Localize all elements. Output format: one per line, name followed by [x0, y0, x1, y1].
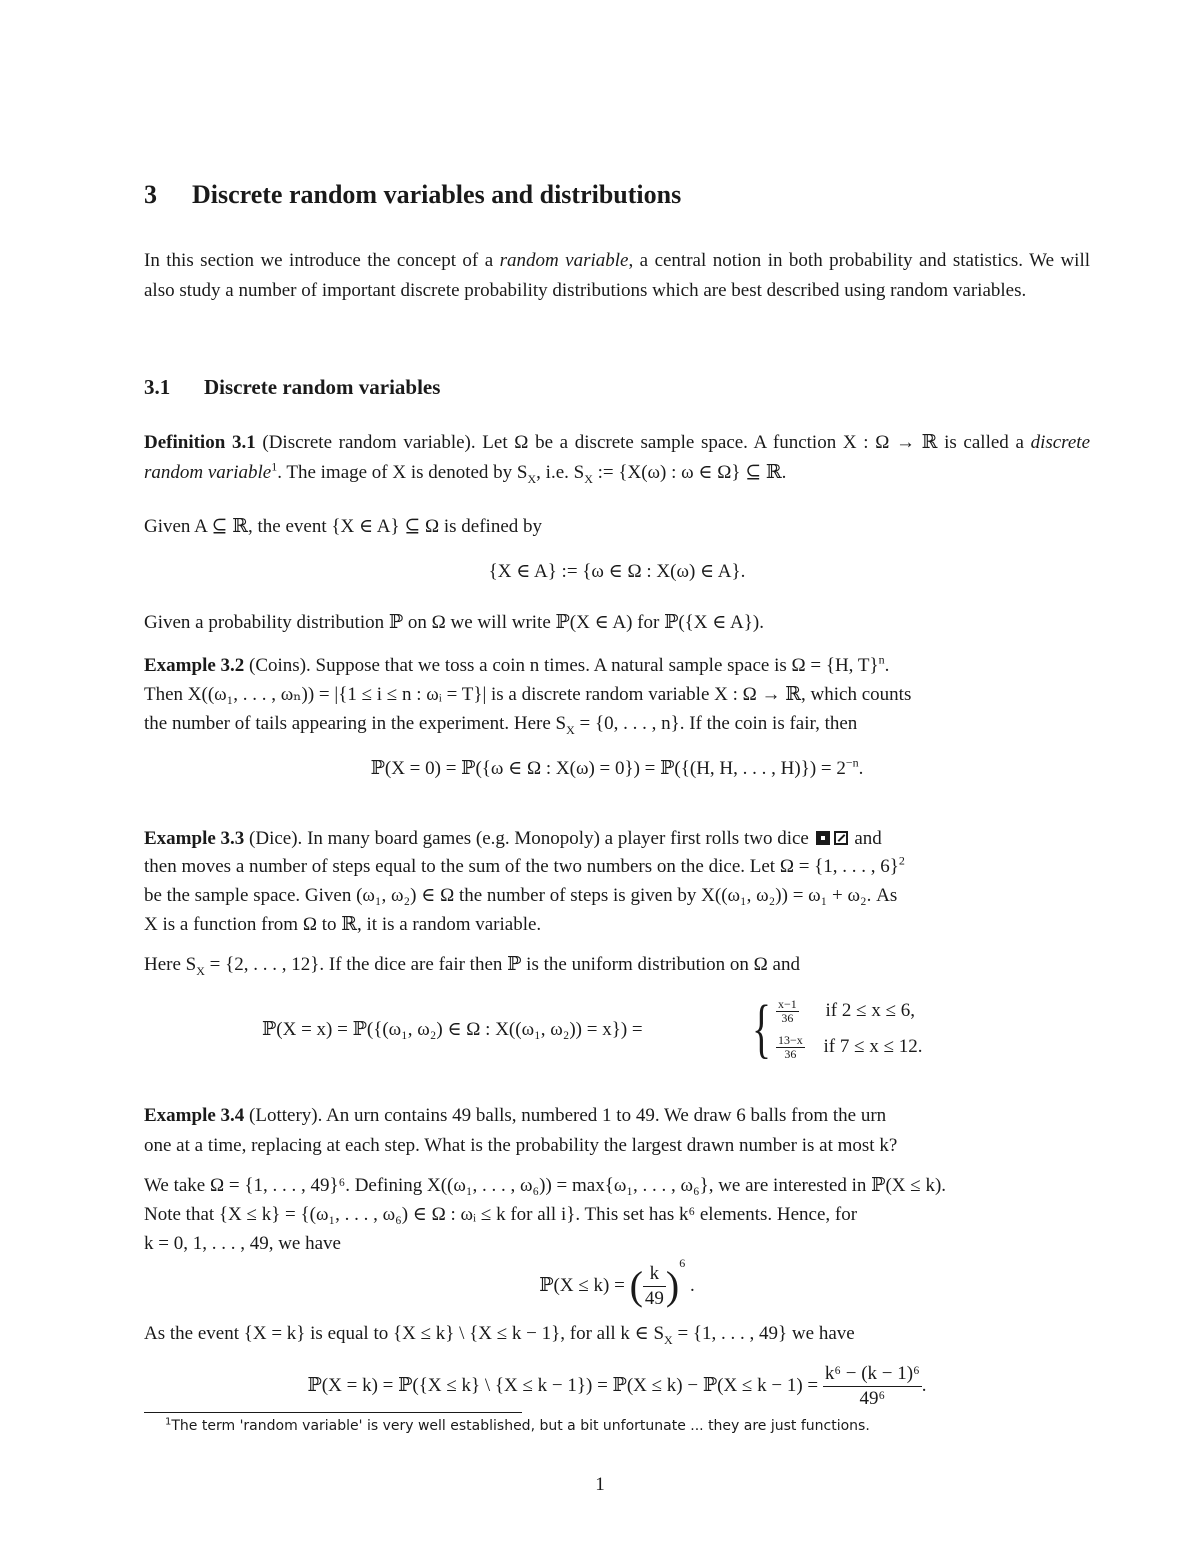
definition-3-1	[144, 428, 1090, 494]
example-3-4-line-2: one at a time, replacing at each step. What is the probability the largest drawn number is at most k?	[144, 1135, 898, 1156]
pmf-den: 49⁶	[859, 1388, 886, 1409]
example-3-4-text-6b: = {1, . . . , 49} we have	[672, 1323, 855, 1344]
right-paren: )	[665, 1263, 680, 1308]
coin-formula: ℙ(X = 0) = ℙ({ω ∈ Ω : X(ω) = 0}) = ℙ({(H, H, . . . , H)}) = 2	[370, 758, 846, 779]
pmf-fraction	[823, 1362, 922, 1411]
example-3-2-text-3b: = {0, . . . , n}. If the coin is fair, then	[574, 713, 858, 734]
case-row-1	[776, 998, 915, 1025]
cdf-end: .	[689, 1275, 695, 1296]
footnote-text: The term 'random variable' is very well established, but a bit unfortunate ... they are just functions.	[171, 1418, 870, 1434]
case-1-condition: if 2 ≤ x ≤ 6,	[825, 999, 915, 1021]
example-3-3-sup: 2	[898, 853, 905, 868]
example-3-4-line-6	[144, 1319, 1090, 1355]
example-3-3-text-5b: = {2, . . . , 12}. If the dice are fair then ℙ is the uniform distribution on Ω and	[204, 954, 800, 975]
subscript-x: X	[527, 471, 537, 486]
subscript-x: X	[664, 1332, 673, 1347]
die-face-icon	[834, 831, 848, 845]
section-title: Discrete random variables and distributions	[192, 180, 682, 209]
case-row-2	[776, 1034, 923, 1061]
example-3-3-name: (Dice).	[249, 828, 303, 849]
footnote-mark: 1	[165, 1416, 172, 1428]
example-3-2-line-2: Then X((ω₁, . . . , ωₙ)) = |{1 ≤ i ≤ n : ωᵢ = T}| is a discrete random variable X : Ω → ℝ, which counts	[144, 684, 912, 705]
intro-emphasis: random variable	[499, 250, 629, 271]
definition-text-4: := {X(ω) : ω ∈ Ω} ⊆ ℝ.	[592, 462, 787, 483]
cdf-power: 6	[679, 1256, 686, 1270]
example-3-4-label: Example 3.4	[144, 1105, 245, 1126]
case-2-condition: if 7 ≤ x ≤ 12.	[823, 1035, 923, 1057]
subsection-title: Discrete random variables	[204, 375, 441, 399]
cdf-fraction	[643, 1262, 666, 1311]
example-3-4-text-1: An urn contains 49 balls, numbered 1 to 49. We draw 6 balls from the urn	[322, 1105, 887, 1126]
case-1-fraction	[776, 998, 799, 1025]
footnote	[165, 1418, 870, 1434]
page-number: 1	[595, 1474, 605, 1495]
cdf-den: 49	[644, 1288, 664, 1310]
dice-formula-lhs: ℙ(X = x) = ℙ({(ω₁, ω₂) ∈ Ω : X((ω₁, ω₂)) = x}) =	[262, 1019, 643, 1040]
subscript-x: X	[196, 963, 205, 978]
example-3-3-line-2	[144, 852, 1090, 882]
lottery-cdf-formula	[144, 1256, 1090, 1311]
example-3-3-text-1: In many board games (e.g. Monopoly) a player first rolls two dice	[302, 828, 809, 849]
example-3-3-line-1	[144, 824, 1090, 854]
probability-notation-line: Given a probability distribution ℙ on Ω we will write ℙ(X ∈ A) for ℙ({X ∈ A}).	[144, 612, 764, 633]
section-number: 3	[144, 180, 157, 209]
example-3-2-text-3: the number of tails appearing in the experiment. Here S	[144, 713, 567, 734]
example-3-3-text-5a: Here S	[144, 954, 197, 975]
example-3-3-line-3: be the sample space. Given (ω₁, ω₂) ∈ Ω the number of steps is given by X((ω₁, ω₂)) = ω₁ + ω₂. As	[144, 885, 898, 906]
case-1-num: x−1	[778, 997, 797, 1011]
example-3-4-line-1	[144, 1101, 1090, 1131]
subsection-number: 3.1	[144, 375, 171, 399]
example-3-4-line-5: k = 0, 1, . . . , 49, we have	[144, 1233, 341, 1254]
example-3-2-name: (Coins).	[249, 655, 311, 676]
case-2-num: 13−x	[778, 1033, 803, 1047]
example-3-4-line-4: Note that {X ≤ k} = {(ω₁, . . . , ω₆) ∈ Ω : ωᵢ ≤ k for all i}. This set has k⁶ elements. Hence, for	[144, 1204, 858, 1225]
example-3-3-line-5	[144, 950, 1090, 986]
lottery-pmf-formula	[144, 1362, 1090, 1411]
example-3-2-line-3	[144, 709, 1090, 745]
definition-text-2: . The image of X is denoted by S	[277, 462, 528, 483]
case-1-den: 36	[781, 1011, 794, 1025]
definition-emphasis: discrete random variable	[144, 432, 1091, 483]
definition-name: (Discrete random variable).	[262, 432, 476, 453]
footnote-marker: 1	[271, 459, 278, 474]
example-3-2-line-1	[144, 651, 1090, 681]
event-formula: {X ∈ A} := {ω ∈ Ω : X(ω) ∈ A}.	[488, 561, 746, 582]
subscript-x: X	[584, 471, 593, 486]
left-brace: {	[752, 992, 772, 1065]
subsection-heading	[144, 375, 440, 400]
pmf-end: .	[921, 1374, 927, 1396]
case-2-den: 36	[784, 1047, 797, 1061]
case-2-fraction	[776, 1034, 805, 1061]
coin-formula-sup: −n	[845, 755, 859, 770]
example-3-2-label: Example 3.2	[144, 655, 245, 676]
intro-text-b: , a central notion in both probability and statistics. We will also study a number of important discrete probability distributions which are best described using random variables.	[144, 250, 1091, 301]
example-3-4-text-6a: As the event {X = k} is equal to {X ≤ k} \ {X ≤ k − 1}, for all k ∈ S	[144, 1323, 665, 1344]
intro-text-a: In this section we introduce the concept of a	[144, 250, 500, 271]
definition-text-1: Let Ω be a discrete sample space. A function X : Ω → ℝ is called a	[475, 432, 1031, 453]
section-heading	[144, 180, 681, 210]
cdf-num: k	[643, 1262, 666, 1287]
pmf-lhs: ℙ(X = k) = ℙ({X ≤ k} \ {X ≤ k − 1}) = ℙ(X ≤ k) − ℙ(X ≤ k − 1) =	[307, 1374, 819, 1396]
intro-paragraph	[144, 246, 1090, 306]
coin-formula-end: .	[858, 758, 864, 779]
cdf-lhs: ℙ(X ≤ k) =	[539, 1275, 625, 1296]
die-face-icon	[816, 831, 830, 845]
pmf-num: k⁶ − (k − 1)⁶	[823, 1362, 922, 1387]
example-3-3-line-4: X is a function from Ω to ℝ, it is a random variable.	[144, 914, 542, 935]
example-3-4-name: (Lottery).	[249, 1105, 323, 1126]
example-3-2-formula	[144, 757, 1090, 780]
footnote-rule	[144, 1412, 522, 1413]
definition-text-3: , i.e. S	[536, 462, 585, 483]
example-3-4-line-3: We take Ω = {1, . . . , 49}⁶. Defining X((ω₁, . . . , ω₆)) = max{ω₁, . . . , ω₆}, we are interested in ℙ(X ≤ k).	[144, 1175, 947, 1196]
example-3-3-label: Example 3.3	[144, 828, 245, 849]
example-3-2-end: .	[884, 655, 890, 676]
event-line: Given A ⊆ ℝ, the event {X ∈ A} ⊆ Ω is defined by	[144, 516, 543, 537]
example-3-3-text-1-end: and	[854, 828, 882, 849]
definition-label: Definition 3.1	[144, 432, 256, 453]
left-paren: (	[629, 1263, 643, 1308]
example-3-2-sup: n	[878, 652, 885, 667]
example-3-2-text-1: Suppose that we toss a coin n times. A natural sample space is Ω = {H, T}	[310, 655, 879, 676]
subscript-x: X	[566, 722, 575, 737]
example-3-3-text-2: then moves a number of steps equal to the sum of the two numbers on the dice. Let Ω = {1, . . . , 6}	[144, 856, 899, 877]
